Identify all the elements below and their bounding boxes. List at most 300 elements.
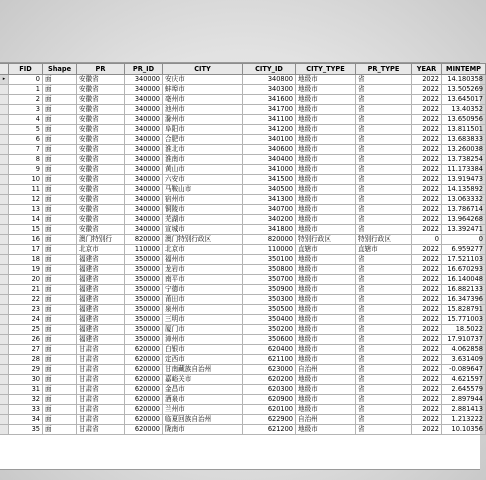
row-selector[interactable]	[0, 425, 9, 435]
cell-mintemp[interactable]: 6.959277	[442, 245, 486, 255]
cell-pr[interactable]: 安徽省	[77, 155, 125, 165]
cell-city-type[interactable]: 地级市	[296, 275, 356, 285]
cell-city-type[interactable]: 地级市	[296, 75, 356, 85]
cell-mintemp[interactable]: 0	[442, 235, 486, 245]
cell-city-type[interactable]: 直辖市	[296, 245, 356, 255]
cell-pr-id[interactable]: 350000	[125, 285, 163, 295]
cell-pr-id[interactable]: 620000	[125, 375, 163, 385]
cell-city[interactable]: 厦门市	[163, 325, 243, 335]
cell-pr-type[interactable]: 省	[356, 415, 412, 425]
row-selector[interactable]	[0, 195, 9, 205]
cell-city-id[interactable]: 341300	[243, 195, 296, 205]
row-selector[interactable]	[0, 315, 9, 325]
row-selector[interactable]	[0, 405, 9, 415]
row-selector[interactable]	[0, 235, 9, 245]
cell-shape[interactable]: 面	[43, 205, 77, 215]
cell-city-id[interactable]: 620100	[243, 405, 296, 415]
cell-pr[interactable]: 安徽省	[77, 205, 125, 215]
table-row[interactable]	[0, 175, 486, 185]
cell-shape[interactable]: 面	[43, 115, 77, 125]
cell-mintemp[interactable]: -0.089647	[442, 365, 486, 375]
cell-city[interactable]: 兰州市	[163, 405, 243, 415]
cell-pr[interactable]: 甘肃省	[77, 385, 125, 395]
cell-year[interactable]: 2022	[412, 305, 442, 315]
cell-year[interactable]: 2022	[412, 335, 442, 345]
cell-pr-id[interactable]: 340000	[125, 215, 163, 225]
cell-city[interactable]: 滁州市	[163, 115, 243, 125]
cell-pr-id[interactable]: 340000	[125, 95, 163, 105]
cell-year[interactable]: 2022	[412, 165, 442, 175]
cell-city-id[interactable]: 621200	[243, 425, 296, 435]
row-selector[interactable]	[0, 135, 9, 145]
cell-pr[interactable]: 安徽省	[77, 175, 125, 185]
cell-pr[interactable]: 福建省	[77, 335, 125, 345]
cell-pr-type[interactable]: 省	[356, 185, 412, 195]
row-selector[interactable]	[0, 95, 9, 105]
cell-mintemp[interactable]: 17.910737	[442, 335, 486, 345]
cell-city[interactable]: 金昌市	[163, 385, 243, 395]
cell-shape[interactable]: 面	[43, 305, 77, 315]
cell-shape[interactable]: 面	[43, 385, 77, 395]
table-row[interactable]	[0, 285, 486, 295]
table-row[interactable]	[0, 425, 486, 435]
cell-city-type[interactable]: 地级市	[296, 95, 356, 105]
column-header-year[interactable]: YEAR	[412, 64, 442, 75]
cell-fid[interactable]: 34	[9, 415, 43, 425]
cell-shape[interactable]: 面	[43, 375, 77, 385]
cell-pr-id[interactable]: 620000	[125, 395, 163, 405]
cell-shape[interactable]: 面	[43, 75, 77, 85]
column-header-pr-id[interactable]: PR_ID	[125, 64, 163, 75]
cell-city-type[interactable]: 地级市	[296, 335, 356, 345]
column-header-pr[interactable]: PR	[77, 64, 125, 75]
table-row[interactable]	[0, 75, 486, 85]
cell-pr-id[interactable]: 350000	[125, 315, 163, 325]
cell-city-id[interactable]: 341100	[243, 115, 296, 125]
cell-city-type[interactable]: 地级市	[296, 325, 356, 335]
cell-city-id[interactable]: 350200	[243, 325, 296, 335]
row-selector[interactable]	[0, 365, 9, 375]
cell-fid[interactable]: 11	[9, 185, 43, 195]
cell-shape[interactable]: 面	[43, 105, 77, 115]
row-selector[interactable]	[0, 415, 9, 425]
cell-mintemp[interactable]: 16.670293	[442, 265, 486, 275]
cell-shape[interactable]: 面	[43, 395, 77, 405]
cell-pr-type[interactable]: 省	[356, 205, 412, 215]
cell-shape[interactable]: 面	[43, 255, 77, 265]
cell-pr[interactable]: 安徽省	[77, 225, 125, 235]
cell-pr-id[interactable]: 620000	[125, 355, 163, 365]
cell-pr[interactable]: 安徽省	[77, 215, 125, 225]
row-selector[interactable]	[0, 305, 9, 315]
cell-pr-id[interactable]: 620000	[125, 385, 163, 395]
cell-mintemp[interactable]: 14.180358	[442, 75, 486, 85]
cell-shape[interactable]: 面	[43, 325, 77, 335]
cell-fid[interactable]: 9	[9, 165, 43, 175]
cell-year[interactable]: 2022	[412, 345, 442, 355]
table-row[interactable]	[0, 245, 486, 255]
cell-mintemp[interactable]: 15.828791	[442, 305, 486, 315]
cell-shape[interactable]: 面	[43, 365, 77, 375]
cell-fid[interactable]: 33	[9, 405, 43, 415]
column-header-city-id[interactable]: CITY_ID	[243, 64, 296, 75]
cell-fid[interactable]: 12	[9, 195, 43, 205]
cell-year[interactable]: 2022	[412, 145, 442, 155]
table-row[interactable]	[0, 145, 486, 155]
cell-mintemp[interactable]: 13.650956	[442, 115, 486, 125]
cell-pr-id[interactable]: 350000	[125, 325, 163, 335]
cell-shape[interactable]: 面	[43, 215, 77, 225]
cell-mintemp[interactable]: 13.505269	[442, 85, 486, 95]
cell-pr[interactable]: 甘肃省	[77, 395, 125, 405]
row-selector[interactable]	[0, 275, 9, 285]
cell-fid[interactable]: 5	[9, 125, 43, 135]
cell-pr-type[interactable]: 省	[356, 375, 412, 385]
cell-city[interactable]: 淮南市	[163, 155, 243, 165]
cell-shape[interactable]: 面	[43, 345, 77, 355]
cell-pr-type[interactable]: 省	[356, 275, 412, 285]
cell-year[interactable]: 2022	[412, 415, 442, 425]
cell-mintemp[interactable]: 15.771003	[442, 315, 486, 325]
cell-city[interactable]: 宿州市	[163, 195, 243, 205]
cell-pr[interactable]: 甘肃省	[77, 355, 125, 365]
cell-pr-id[interactable]: 620000	[125, 415, 163, 425]
cell-pr-type[interactable]: 省	[356, 165, 412, 175]
cell-pr[interactable]: 安徽省	[77, 195, 125, 205]
cell-city-id[interactable]: 341200	[243, 125, 296, 135]
cell-pr-type[interactable]: 省	[356, 175, 412, 185]
cell-pr-type[interactable]: 省	[356, 325, 412, 335]
cell-pr-type[interactable]: 省	[356, 75, 412, 85]
cell-year[interactable]: 2022	[412, 405, 442, 415]
table-row[interactable]	[0, 395, 486, 405]
table-row[interactable]	[0, 335, 486, 345]
cell-city[interactable]: 六安市	[163, 175, 243, 185]
column-header-mintemp[interactable]: MINTEMP	[442, 64, 486, 75]
cell-year[interactable]: 2022	[412, 205, 442, 215]
cell-pr[interactable]: 安徽省	[77, 75, 125, 85]
attribute-table[interactable]	[0, 63, 486, 435]
cell-city[interactable]: 淮北市	[163, 145, 243, 155]
cell-mintemp[interactable]: 13.786714	[442, 205, 486, 215]
cell-city[interactable]: 嘉峪关市	[163, 375, 243, 385]
cell-city-type[interactable]: 地级市	[296, 185, 356, 195]
cell-fid[interactable]: 13	[9, 205, 43, 215]
cell-city[interactable]: 福州市	[163, 255, 243, 265]
cell-mintemp[interactable]: 2.897944	[442, 395, 486, 405]
cell-pr-type[interactable]: 省	[356, 105, 412, 115]
cell-pr-id[interactable]: 820000	[125, 235, 163, 245]
row-selector[interactable]	[0, 375, 9, 385]
cell-city[interactable]: 南平市	[163, 275, 243, 285]
cell-shape[interactable]: 面	[43, 95, 77, 105]
cell-shape[interactable]: 面	[43, 195, 77, 205]
cell-mintemp[interactable]: 1.213222	[442, 415, 486, 425]
cell-pr[interactable]: 甘肃省	[77, 375, 125, 385]
cell-city[interactable]: 白银市	[163, 345, 243, 355]
cell-year[interactable]: 2022	[412, 325, 442, 335]
cell-shape[interactable]: 面	[43, 145, 77, 155]
cell-city[interactable]: 北京市	[163, 245, 243, 255]
row-selector[interactable]	[0, 355, 9, 365]
cell-pr-type[interactable]: 省	[356, 425, 412, 435]
cell-city-id[interactable]: 340700	[243, 205, 296, 215]
cell-pr[interactable]: 福建省	[77, 285, 125, 295]
cell-city-id[interactable]: 622900	[243, 415, 296, 425]
cell-city-type[interactable]: 地级市	[296, 375, 356, 385]
cell-shape[interactable]: 面	[43, 235, 77, 245]
cell-city-type[interactable]: 地级市	[296, 425, 356, 435]
cell-shape[interactable]: 面	[43, 275, 77, 285]
cell-pr-id[interactable]: 340000	[125, 135, 163, 145]
cell-city-type[interactable]: 地级市	[296, 315, 356, 325]
cell-pr[interactable]: 安徽省	[77, 185, 125, 195]
cell-year[interactable]: 2022	[412, 395, 442, 405]
cell-city-id[interactable]: 340100	[243, 135, 296, 145]
row-selector-header[interactable]	[0, 64, 9, 75]
cell-pr-type[interactable]: 省	[356, 345, 412, 355]
cell-year[interactable]: 2022	[412, 115, 442, 125]
cell-fid[interactable]: 24	[9, 315, 43, 325]
cell-city-id[interactable]: 350800	[243, 265, 296, 275]
cell-pr[interactable]: 福建省	[77, 305, 125, 315]
cell-pr-id[interactable]: 340000	[125, 195, 163, 205]
cell-city[interactable]: 宣城市	[163, 225, 243, 235]
cell-shape[interactable]: 面	[43, 225, 77, 235]
cell-city-id[interactable]: 341800	[243, 225, 296, 235]
cell-mintemp[interactable]: 18.5022	[442, 325, 486, 335]
cell-city[interactable]: 黄山市	[163, 165, 243, 175]
row-selector[interactable]	[0, 345, 9, 355]
cell-mintemp[interactable]: 13.738254	[442, 155, 486, 165]
cell-shape[interactable]: 面	[43, 265, 77, 275]
cell-pr-id[interactable]: 620000	[125, 425, 163, 435]
table-row[interactable]	[0, 205, 486, 215]
table-row[interactable]	[0, 355, 486, 365]
cell-year[interactable]: 2022	[412, 155, 442, 165]
cell-pr-id[interactable]: 350000	[125, 275, 163, 285]
cell-fid[interactable]: 6	[9, 135, 43, 145]
cell-fid[interactable]: 7	[9, 145, 43, 155]
cell-pr-type[interactable]: 省	[356, 315, 412, 325]
cell-fid[interactable]: 30	[9, 375, 43, 385]
table-row[interactable]	[0, 215, 486, 225]
cell-pr-id[interactable]: 340000	[125, 175, 163, 185]
cell-city-id[interactable]: 340400	[243, 155, 296, 165]
cell-year[interactable]: 2022	[412, 315, 442, 325]
cell-pr[interactable]: 甘肃省	[77, 345, 125, 355]
cell-pr-id[interactable]: 340000	[125, 75, 163, 85]
cell-pr-type[interactable]: 省	[356, 365, 412, 375]
row-selector[interactable]	[0, 265, 9, 275]
cell-fid[interactable]: 21	[9, 285, 43, 295]
cell-pr-type[interactable]: 省	[356, 95, 412, 105]
cell-year[interactable]: 2022	[412, 225, 442, 235]
cell-pr-type[interactable]: 省	[356, 265, 412, 275]
cell-city-id[interactable]: 623000	[243, 365, 296, 375]
cell-city-id[interactable]: 620400	[243, 345, 296, 355]
row-selector[interactable]	[0, 165, 9, 175]
cell-city-id[interactable]: 620200	[243, 375, 296, 385]
cell-pr-id[interactable]: 340000	[125, 205, 163, 215]
cell-city-id[interactable]: 340300	[243, 85, 296, 95]
cell-city-id[interactable]: 350400	[243, 315, 296, 325]
cell-mintemp[interactable]: 17.521103	[442, 255, 486, 265]
cell-pr[interactable]: 福建省	[77, 325, 125, 335]
cell-city-id[interactable]: 350900	[243, 285, 296, 295]
cell-city-id[interactable]: 621100	[243, 355, 296, 365]
cell-fid[interactable]: 28	[9, 355, 43, 365]
cell-city[interactable]: 甘南藏族自治州	[163, 365, 243, 375]
cell-year[interactable]: 2022	[412, 255, 442, 265]
cell-city-type[interactable]: 特别行政区	[296, 235, 356, 245]
cell-year[interactable]: 2022	[412, 105, 442, 115]
cell-city-id[interactable]: 110000	[243, 245, 296, 255]
cell-city-id[interactable]: 340600	[243, 145, 296, 155]
cell-pr-type[interactable]: 直辖市	[356, 245, 412, 255]
cell-shape[interactable]: 面	[43, 355, 77, 365]
cell-city[interactable]: 陇南市	[163, 425, 243, 435]
row-selector[interactable]	[0, 85, 9, 95]
table-row[interactable]	[0, 415, 486, 425]
cell-pr-type[interactable]: 省	[356, 355, 412, 365]
cell-pr-id[interactable]: 620000	[125, 405, 163, 415]
cell-pr[interactable]: 安徽省	[77, 95, 125, 105]
cell-city[interactable]: 漳州市	[163, 335, 243, 345]
cell-year[interactable]: 0	[412, 235, 442, 245]
cell-pr[interactable]: 福建省	[77, 265, 125, 275]
cell-city[interactable]: 泉州市	[163, 305, 243, 315]
cell-mintemp[interactable]: 13.683833	[442, 135, 486, 145]
cell-pr[interactable]: 安徽省	[77, 135, 125, 145]
cell-pr-id[interactable]: 340000	[125, 165, 163, 175]
column-header-fid[interactable]: FID	[9, 64, 43, 75]
cell-city-type[interactable]: 地级市	[296, 165, 356, 175]
cell-city[interactable]: 三明市	[163, 315, 243, 325]
cell-fid[interactable]: 3	[9, 105, 43, 115]
cell-shape[interactable]: 面	[43, 335, 77, 345]
cell-city-id[interactable]: 341000	[243, 165, 296, 175]
cell-pr[interactable]: 福建省	[77, 275, 125, 285]
cell-city-type[interactable]: 自治州	[296, 365, 356, 375]
cell-city-id[interactable]: 340200	[243, 215, 296, 225]
cell-year[interactable]: 2022	[412, 275, 442, 285]
cell-mintemp[interactable]: 13.392471	[442, 225, 486, 235]
row-selector[interactable]	[0, 155, 9, 165]
cell-city[interactable]: 芜湖市	[163, 215, 243, 225]
cell-shape[interactable]: 面	[43, 185, 77, 195]
cell-city[interactable]: 池州市	[163, 105, 243, 115]
cell-city-id[interactable]: 341600	[243, 95, 296, 105]
cell-pr-type[interactable]: 省	[356, 305, 412, 315]
cell-city-id[interactable]: 820000	[243, 235, 296, 245]
cell-fid[interactable]: 18	[9, 255, 43, 265]
cell-city[interactable]: 临夏回族自治州	[163, 415, 243, 425]
cell-city-type[interactable]: 地级市	[296, 345, 356, 355]
table-row[interactable]	[0, 295, 486, 305]
cell-pr-type[interactable]: 省	[356, 255, 412, 265]
cell-city[interactable]: 蚌埠市	[163, 85, 243, 95]
cell-pr[interactable]: 甘肃省	[77, 415, 125, 425]
row-selector[interactable]	[0, 115, 9, 125]
cell-city-id[interactable]: 340800	[243, 75, 296, 85]
cell-city-type[interactable]: 地级市	[296, 195, 356, 205]
cell-pr[interactable]: 安徽省	[77, 165, 125, 175]
cell-city-id[interactable]: 341700	[243, 105, 296, 115]
table-row[interactable]	[0, 155, 486, 165]
cell-pr-id[interactable]: 340000	[125, 105, 163, 115]
cell-city[interactable]: 马鞍山市	[163, 185, 243, 195]
cell-pr-type[interactable]: 省	[356, 125, 412, 135]
cell-pr[interactable]: 安徽省	[77, 145, 125, 155]
cell-pr-id[interactable]: 350000	[125, 295, 163, 305]
cell-mintemp[interactable]: 13.811501	[442, 125, 486, 135]
cell-city-type[interactable]: 地级市	[296, 85, 356, 95]
table-row[interactable]	[0, 85, 486, 95]
cell-pr-id[interactable]: 350000	[125, 255, 163, 265]
cell-city-type[interactable]: 地级市	[296, 115, 356, 125]
table-row[interactable]	[0, 375, 486, 385]
cell-fid[interactable]: 1	[9, 85, 43, 95]
cell-shape[interactable]: 面	[43, 165, 77, 175]
cell-shape[interactable]: 面	[43, 285, 77, 295]
table-row[interactable]	[0, 135, 486, 145]
table-row[interactable]	[0, 315, 486, 325]
cell-fid[interactable]: 8	[9, 155, 43, 165]
cell-pr-id[interactable]: 350000	[125, 305, 163, 315]
row-selector[interactable]	[0, 335, 9, 345]
cell-fid[interactable]: 4	[9, 115, 43, 125]
cell-year[interactable]: 2022	[412, 425, 442, 435]
cell-pr-id[interactable]: 340000	[125, 125, 163, 135]
table-row[interactable]	[0, 105, 486, 115]
column-header-city-type[interactable]: CITY_TYPE	[296, 64, 356, 75]
cell-mintemp[interactable]: 2.645579	[442, 385, 486, 395]
cell-pr[interactable]: 安徽省	[77, 85, 125, 95]
row-selector[interactable]	[0, 185, 9, 195]
cell-city-type[interactable]: 自治州	[296, 415, 356, 425]
table-row[interactable]	[0, 325, 486, 335]
cell-city-type[interactable]: 地级市	[296, 125, 356, 135]
cell-fid[interactable]: 14	[9, 215, 43, 225]
cell-city-id[interactable]: 350300	[243, 295, 296, 305]
cell-shape[interactable]: 面	[43, 135, 77, 145]
row-selector[interactable]	[0, 105, 9, 115]
cell-city-type[interactable]: 地级市	[296, 405, 356, 415]
cell-mintemp[interactable]: 13.964268	[442, 215, 486, 225]
cell-year[interactable]: 2022	[412, 175, 442, 185]
cell-mintemp[interactable]: 16.140048	[442, 275, 486, 285]
cell-pr[interactable]: 甘肃省	[77, 425, 125, 435]
cell-year[interactable]: 2022	[412, 285, 442, 295]
cell-year[interactable]: 2022	[412, 385, 442, 395]
cell-fid[interactable]: 0	[9, 75, 43, 85]
cell-fid[interactable]: 25	[9, 325, 43, 335]
cell-pr-id[interactable]: 340000	[125, 145, 163, 155]
cell-city-type[interactable]: 地级市	[296, 265, 356, 275]
cell-city-type[interactable]: 地级市	[296, 105, 356, 115]
cell-pr-id[interactable]: 340000	[125, 155, 163, 165]
row-selector[interactable]	[0, 125, 9, 135]
cell-pr-type[interactable]: 省	[356, 195, 412, 205]
cell-city-type[interactable]: 地级市	[296, 305, 356, 315]
cell-year[interactable]: 2022	[412, 185, 442, 195]
cell-pr-id[interactable]: 340000	[125, 225, 163, 235]
cell-pr-type[interactable]: 省	[356, 405, 412, 415]
cell-city-id[interactable]: 340500	[243, 185, 296, 195]
cell-pr-type[interactable]: 省	[356, 155, 412, 165]
cell-fid[interactable]: 35	[9, 425, 43, 435]
